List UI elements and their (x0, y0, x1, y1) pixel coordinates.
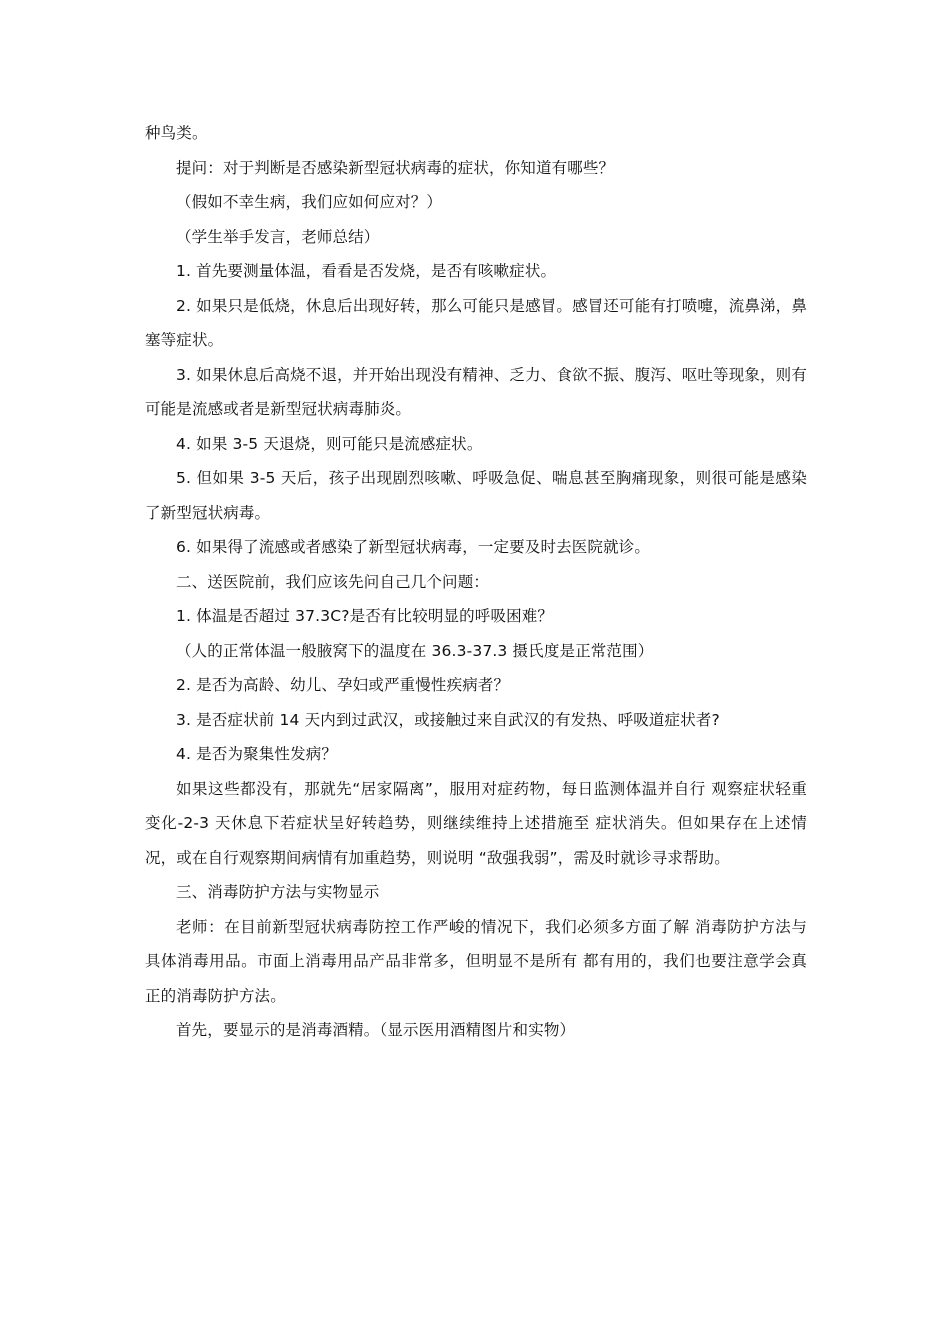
symptom-item-3: 3. 如果休息后高烧不退，并开始出现没有精神、乏力、食欲不振、腹泻、呕吐等现象，则有可能是流感或者是新型冠状病毒肺炎。 (145, 365, 807, 418)
question-item-4: 4. 是否为聚集性发病？ (176, 745, 338, 763)
section-two-heading: 二、送医院前，我们应该先问自己几个问题： (176, 572, 490, 591)
paragraph-intro-end: 种鸟类。 (145, 124, 208, 142)
paragraph-question: 提问：对于判断是否感染新型冠状病毒的症状，你知道有哪些？ (176, 158, 615, 177)
paragraph-classroom-note: （学生举手发言，老师总结） (176, 227, 380, 246)
symptom-item-2: 2. 如果只是低烧，休息后出现好转，那么可能只是感冒。感冒还可能有打喷嚏，流鼻涕，鼻塞等症状。 (145, 296, 807, 349)
symptom-item-4: 4. 如果 3-5 天退烧，则可能只是流感症状。 (176, 434, 483, 453)
symptom-item-5: 5. 但如果 3-5 天后，孩子出现剧烈咳嗽、呼吸急促、喘息甚至胸痛现象，则很可能是感染了新型冠状病毒。 (145, 469, 807, 522)
section-three-heading: 三、消毒防护方法与实物显示 (176, 883, 380, 901)
symptom-item-6: 6. 如果得了流感或者感染了新型冠状病毒，一定要及时去医院就诊。 (176, 538, 651, 556)
alcohol-display-paragraph: 首先，要显示的是消毒酒精。（显示医用酒精图片和实物） (176, 1021, 576, 1039)
teacher-paragraph: 老师：在目前新型冠状病毒防控工作严峻的情况下，我们必须多方面了解 消毒防护方法与具体消毒用品。市面上消毒用品产品非常多，但明显不是所有 都有用的，我们也要注意学会真正的消毒防护方法。 (145, 917, 807, 1005)
question-item-2: 2. 是否为高龄、幼儿、孕妇或严重慢性疾病者？ (176, 676, 510, 694)
temperature-note: （人的正常体温一般腋窝下的温度在 36.3-37.3 摄氏度是正常范围） (176, 641, 654, 660)
question-item-1: 1. 体温是否超过 37.3C?是否有比较明显的呼吸困难？ (176, 607, 554, 625)
question-item-3: 3. 是否症状前 14 天内到过武汉，或接触过来自武汉的有发热、呼吸道症状者? (176, 710, 720, 729)
symptom-item-1: 1. 首先要测量体温，看看是否发烧，是否有咳嗽症状。 (176, 262, 557, 280)
paragraph-question-note: （假如不幸生病，我们应如何应对？） (176, 193, 443, 211)
home-isolation-paragraph: 如果这些都没有，那就先“居家隔离”，服用对症药物，每日监测体温并自行 观察症状轻重变化-2-3 天休息下若症状呈好转趋势，则继续维持上述措施至 症状消失。但如果存在上述情况，或在自行观察期间病情有加重趋势，则说明 “敌强我弱”，需及时就诊寻求帮助。 (145, 779, 807, 867)
document-body (145, 116, 807, 1048)
